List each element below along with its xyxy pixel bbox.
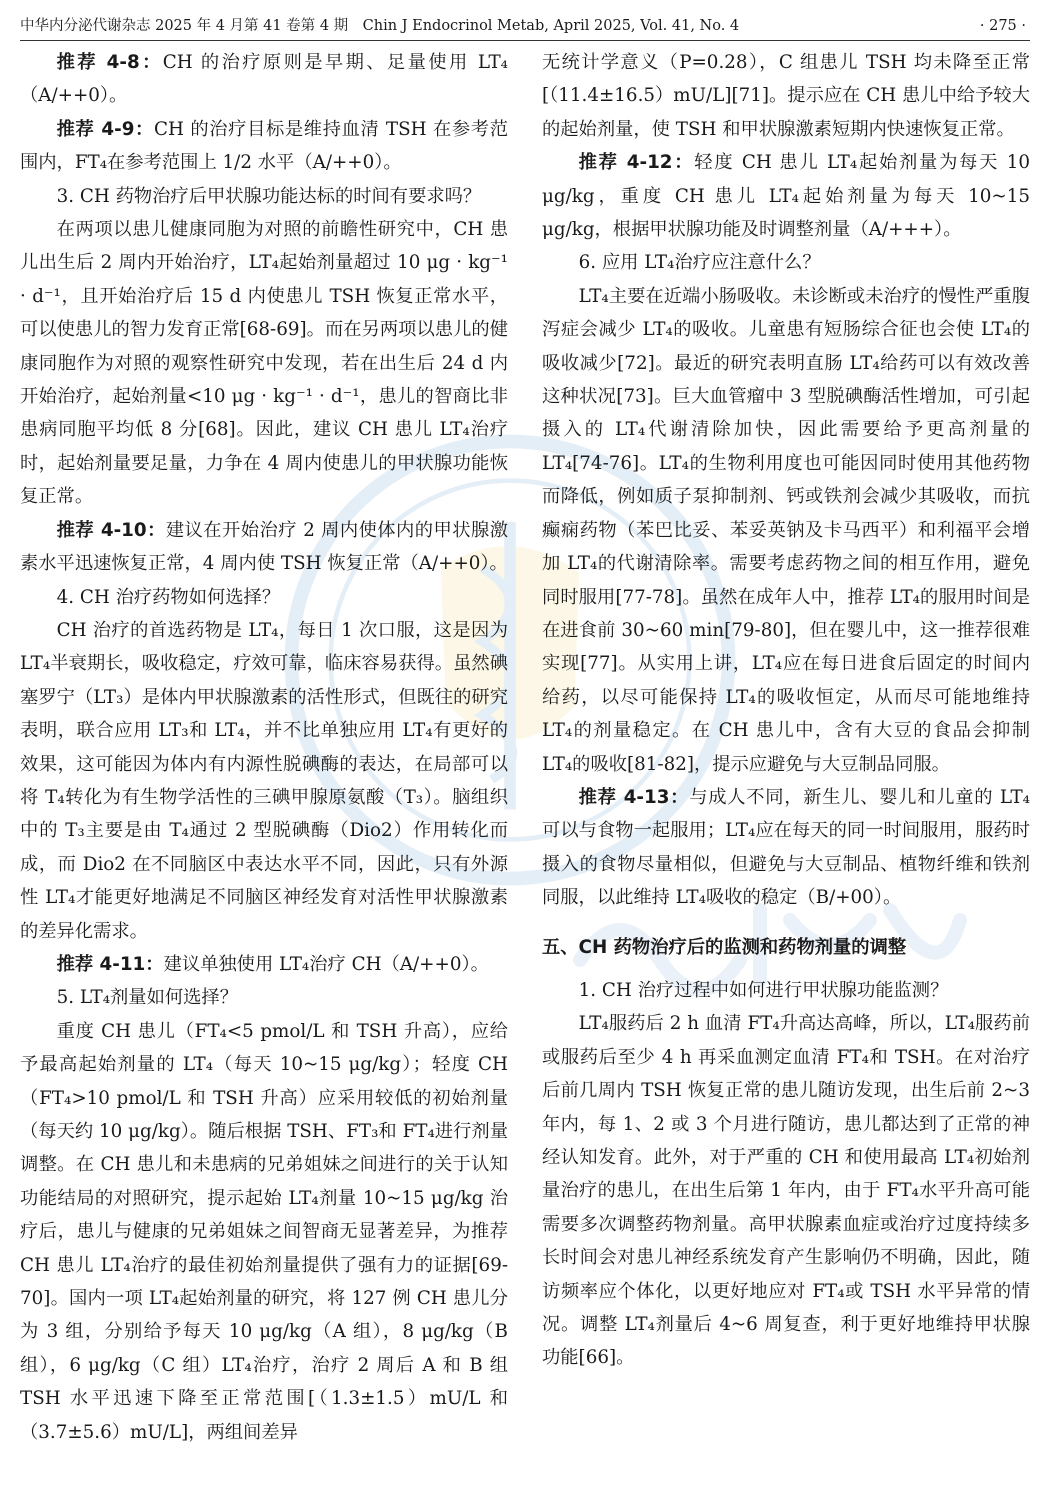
recommendation-text: CH 的治疗原则是早期、足量使用 LT₄（A/++0）。: [20, 52, 508, 107]
question-6: 6. 应用 LT₄治疗应注意什么？: [578, 252, 821, 274]
section-heading: 五、CH 药物治疗后的监测和药物剂量的调整: [542, 936, 907, 958]
recommendation-text: 轻度 CH 患儿 LT₄起始剂量为每天 10 μg/kg，重度 CH 患儿 LT₄起始剂量为每天 10~15 μg/kg，根据甲状腺功能及时调整剂量（A/+++）。: [542, 152, 1030, 241]
recommendation-4-11: [20, 948, 508, 981]
recommendation-4-12: [542, 146, 1030, 246]
paragraph: 重度 CH 患儿（FT₄<5 pmol/L 和 TSH 升高），应给予最高起始剂量的 LT₄（每天 10~15 μg/kg）；轻度 CH（FT₄>10 pmol/L 和 TSH 升高）应采用较低的初始剂量（每天约 10 μg/kg）。随后根据 TSH、FT₃和 FT₄进行剂量调整。在 CH 患儿和未患病的兄弟姐妹之间进行的关于认知功能结局的对照研究，提示起始 LT₄剂量 10~15 μg/kg 治疗后，患儿与健康的兄弟姐妹之间智商无显著差异，为推荐 CH 患儿 LT₄治疗的最佳初始剂量提供了强有力的证据[69-70]。国内一项 LT₄起始剂量的研究，将 127 例 CH 患儿分为 3 组，分别给予每天 10 μg/kg（A 组），8 μg/kg（B 组），6 μg/kg（C 组）LT₄治疗，治疗 2 周后 A 和 B 组 TSH 水平迅速下降至正常范围[（1.3±1.5）mU/L 和（3.7±5.6）mU/L]，两组间差异: [20, 1020, 508, 1443]
paragraph: 在两项以患儿健康同胞为对照的前瞻性研究中，CH 患儿出生后 2 周内开始治疗，LT₄起始剂量超过 10 μg · kg⁻¹ · d⁻¹，且开始治疗后 15 d 内使患儿 TSH 恢复正常水平，可以使患儿的智力发育正常[68-69]。而在另两项以患儿的健康同胞作为对照的观察性研究中发现，若在出生后 24 d 内开始治疗，起始剂量<10 μg · kg⁻¹ · d⁻¹，患儿的智商比非患病同胞平均低 8 分[68]。因此，建议 CH 患儿 LT₄治疗时，起始剂量要足量，力争在 4 周内使患儿的甲状腺功能恢复正常。: [20, 219, 508, 508]
left-column: [20, 46, 508, 1476]
recommendation-label: 推荐 4-8：: [56, 52, 163, 73]
recommendation-label: 推荐 4-13：: [578, 786, 690, 808]
recommendation-4-9: [20, 113, 508, 180]
paragraph: LT₄主要在近端小肠吸收。未诊断或未治疗的慢性严重腹泻症会减少 LT₄的吸收。儿童患有短肠综合征也会使 LT₄的吸收减少[72]。最近的研究表明直肠 LT₄给药可以有效改善这种状况[73]。巨大血管瘤中 3 型脱碘酶活性增加，可引起摄入的 LT₄代谢清除加快，因此需要给予更高剂量的 LT₄[74-76]。LT₄的生物利用度也可能因同时使用其他药物而降低，例如质子泵抑制剂、钙或铁剂会减少其吸收，而抗癫痫药物（苯巴比妥、苯妥英钠及卡马西平）和利福平会增加 LT₄的代谢清除率。需要考虑药物之间的相互作用，避免同时服用[77-78]。虽然在成年人中，推荐 LT₄的服用时间是在进食前 30~60 min[79-80]，但在婴儿中，这一推荐很难实现[77]。从实用上讲，LT₄应在每日进食后固定的时间内给药，以尽可能保持 LT₄的吸收恒定，从而尽可能地维持 LT₄的剂量稳定。在 CH 患儿中，含有大豆的食品会抑制 LT₄的吸收[81-82]，提示应避免与大豆制品同服。: [542, 285, 1030, 775]
recommendation-4-8: [20, 46, 508, 113]
recommendation-text: 建议在开始治疗 2 周内使体内的甲状腺激素水平迅速恢复正常，4 周内使 TSH 恢复正常（A/++0）。: [20, 519, 508, 575]
paragraph: CH 治疗的首选药物是 LT₄，每日 1 次口服，这是因为 LT₄半衰期长，吸收稳定，疗效可靠，临床容易获得。虽然碘塞罗宁（LT₃）是体内甲状腺激素的活性形式，但既往的研究表明，联合应用 LT₃和 LT₄，并不比单独应用 LT₄有更好的效果，这可能因为体内有内源性脱碘酶的表达，在局部可以将 T₄转化为有生物学活性的三碘甲腺原氨酸（T₃）。脑组织中的 T₃主要是由 T₄通过 2 型脱碘酶（Dio2）作用转化而成，而 Dio2 在不同脑区中表达水平不同，因此，只有外源性 LT₄才能更好地满足不同脑区神经发育对活性甲状腺激素的差异化需求。: [20, 619, 508, 942]
recommendation-text: 建议单独使用 LT₄治疗 CH（A/++0）。: [163, 953, 489, 975]
recommendation-label: 推荐 4-9：: [56, 118, 154, 140]
question-5: 5. LT₄剂量如何选择？: [56, 987, 238, 1009]
recommendation-label: 推荐 4-12：: [578, 152, 695, 174]
question-4: 4. CH 治疗药物如何选择？: [56, 586, 281, 608]
question-3: 3. CH 药物治疗后甲状腺功能达标的时间有要求吗？: [56, 185, 482, 207]
paragraph: LT₄服药后 2 h 血清 FT₄升高达高峰，所以，LT₄服药前或服药后至少 4 h 再采血测定血清 FT₄和 TSH。在对治疗后前几周内 TSH 恢复正常的患儿随访发现，出生后前 2~3 年内，每 1、2 或 3 个月进行随访，患儿都达到了正常的神经认知发育。此外，对于严重的 CH 和使用最高 LT₄初始剂量治疗的患儿，在出生后第 1 年内，由于 FT₄水平升高可能需要多次调整药物剂量。高甲状腺素血症或治疗过度持续多长时间会对患儿神经系统发育产生影响仍不明确，因此，随访频率应个体化，以更好地应对 FT₄或 TSH 水平异常的情况。调整 LT₄剂量后 4~6 周复查，利于更好地维持甲状腺功能[66]。: [542, 1013, 1030, 1369]
recommendation-text: CH 的治疗目标是维持血清 TSH 在参考范围内，FT₄在参考范围上 1/2 水平（A/++0）。: [20, 118, 508, 174]
page-number: · 275 ·: [979, 18, 1026, 34]
right-column: [542, 46, 1030, 1476]
recommendation-label: 推荐 4-11：: [56, 953, 164, 975]
question-1: 1. CH 治疗过程中如何进行甲状腺功能监测？: [578, 979, 949, 1001]
running-header: [20, 12, 1030, 41]
recommendation-text: 与成人不同，新生儿、婴儿和儿童的 LT₄可以与食物一起服用；LT₄应在每天的同一时间服用，服药时摄入的食物尽量相似，但避免与大豆制品、植物纤维和铁剂同服，以此维持 LT₄吸收的稳定（B/+00）。: [542, 786, 1030, 909]
journal-citation: 中华内分泌代谢杂志 2025 年 4 月第 41 卷第 4 期 Chin J Endocrinol Metab, April 2025, Vol. 41, No. 4: [20, 18, 740, 34]
recommendation-4-10: [20, 514, 508, 581]
recommendation-label: 推荐 4-10：: [56, 519, 166, 541]
recommendation-4-13: [542, 781, 1030, 915]
paragraph-continued: 无统计学意义（P=0.28），C 组患儿 TSH 均未降至正常[（11.4±16.5）mU/L][71]。提示应在 CH 患儿中给予较大的起始剂量，使 TSH 和甲状腺激素短期内快速恢复正常。: [542, 52, 1030, 140]
